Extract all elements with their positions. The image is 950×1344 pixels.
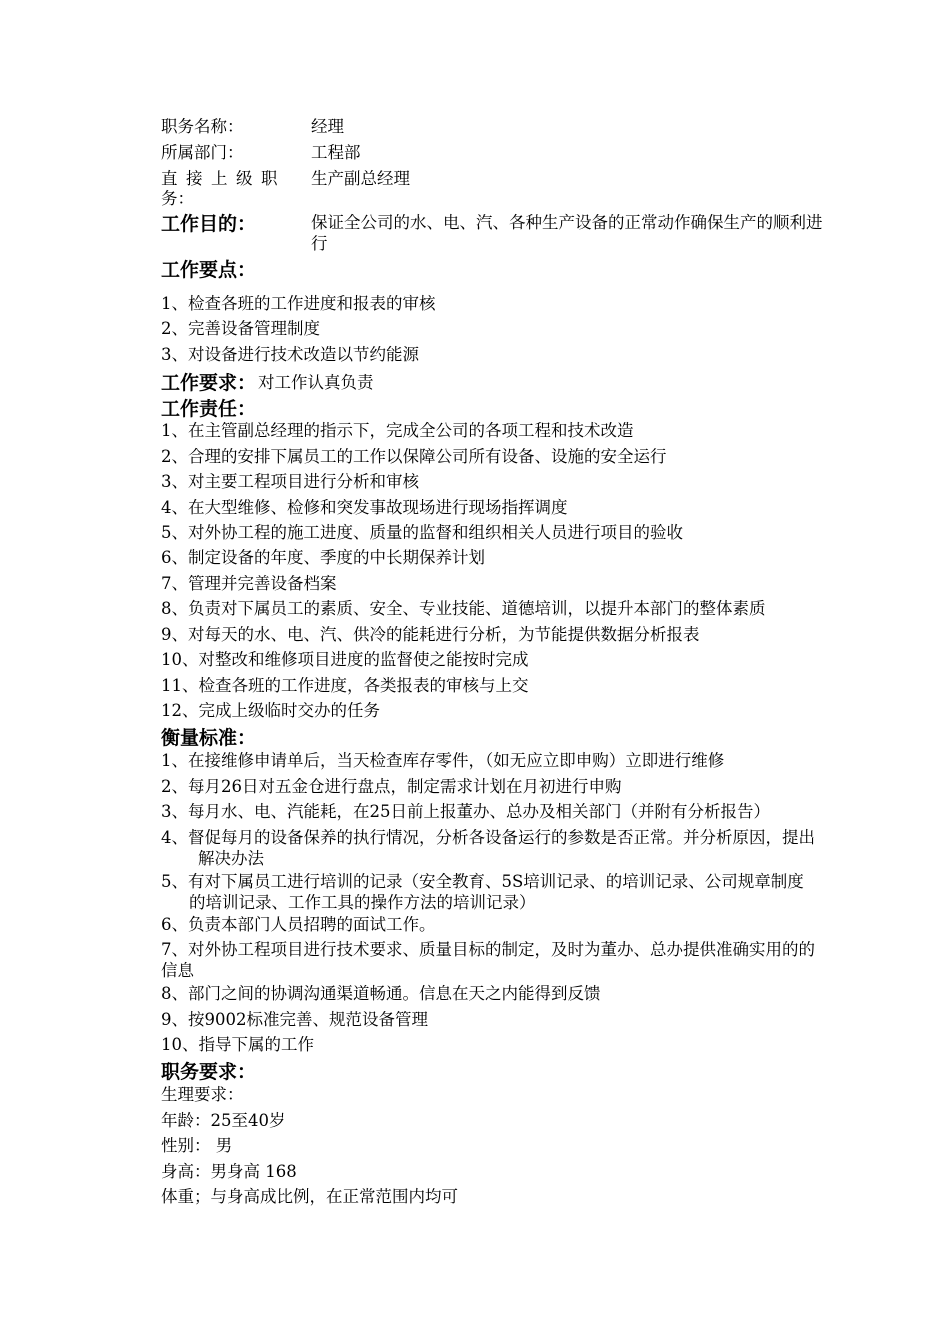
list-item: 7、管理并完善设备档案 (161, 574, 337, 593)
list-item: 1、检查各班的工作进度和报表的审核 (161, 294, 436, 313)
purpose-line2: 行 (311, 234, 328, 253)
key-points-heading: 工作要点： (161, 259, 257, 281)
list-item: 年龄：25至40岁 (161, 1111, 286, 1130)
list-item: 4、在大型维修、检修和突发事故现场进行现场指挥调度 (161, 498, 568, 517)
list-item: 5、有对下属员工进行培训的记录（安全教育、5S培训记录、的培训记录、公司规章制度 (161, 872, 804, 891)
list-item: 4、督促每月的设备保养的执行情况，分析各设备运行的参数是否正常。并分析原因，提出 (161, 828, 815, 847)
supervisor-label-line1: 直接上级职 (161, 169, 286, 188)
list-item: 10、对整改和维修项目进度的监督使之能按时完成 (161, 650, 529, 669)
list-item: 10、指导下属的工作 (161, 1035, 314, 1054)
purpose-line1: 保证全公司的水、电、汽、各种生产设备的正常动作确保生产的顺利进 (311, 213, 823, 232)
responsibilities-heading: 工作责任： (161, 398, 257, 420)
list-item: 1、在主管副总经理的指示下，完成全公司的各项工程和技术改造 (161, 421, 634, 440)
dept-label: 所属部门： (161, 143, 244, 162)
list-item: 6、负责本部门人员招聘的面试工作。 (161, 915, 436, 934)
requirements-text: 对工作认真负责 (258, 373, 374, 392)
position-value: 经理 (311, 117, 344, 136)
list-item: 9、按9002标准完善、规范设备管理 (161, 1010, 428, 1029)
list-item: 2、合理的安排下属员工的工作以保障公司所有设备、设施的安全运行 (161, 447, 667, 466)
list-item: 性别： 男 (161, 1136, 233, 1155)
list-item: 7、对外协工程项目进行技术要求、质量目标的制定，及时为董办、总办提供准确实用的的 (161, 940, 815, 959)
list-item-continuation: 的培训记录、工作工具的操作方法的培训记录） (189, 893, 536, 912)
list-item: 3、对设备进行技术改造以节约能源 (161, 345, 419, 364)
list-item: 体重；与身高成比例，在正常范围内均可 (161, 1187, 458, 1206)
list-item: 11、检查各班的工作进度，各类报表的审核与上交 (161, 676, 529, 695)
standards-heading: 衡量标准： (161, 727, 257, 749)
list-item: 9、对每天的水、电、汽、供冷的能耗进行分析，为节能提供数据分析报表 (161, 625, 700, 644)
position-label: 职务名称： (161, 117, 244, 136)
list-item: 3、每月水、电、汽能耗，在25日前上报董办、总办及相关部门（并附有分析报告） (161, 802, 770, 821)
list-item: 生理要求： (161, 1085, 244, 1104)
supervisor-label-line2: 务： (161, 189, 194, 208)
list-item: 3、对主要工程项目进行分析和审核 (161, 472, 419, 491)
supervisor-value: 生产副总经理 (311, 169, 410, 188)
requirements-heading: 工作要求： (161, 372, 257, 394)
list-item-continuation: 解决办法 (198, 849, 264, 868)
list-item: 6、制定设备的年度、季度的中长期保养计划 (161, 548, 485, 567)
list-item-continuation: 信息 (161, 961, 194, 980)
list-item: 2、完善设备管理制度 (161, 319, 320, 338)
list-item: 2、每月26日对五金仓进行盘点，制定需求计划在月初进行申购 (161, 777, 622, 796)
list-item: 8、负责对下属员工的素质、安全、专业技能、道德培训，以提升本部门的整体素质 (161, 599, 766, 618)
dept-value: 工程部 (311, 143, 361, 162)
list-item: 5、对外协工程的施工进度、质量的监督和组织相关人员进行项目的验收 (161, 523, 683, 542)
list-item: 1、在接维修申请单后，当天检查库存零件，（如无应立即申购）立即进行维修 (161, 751, 725, 770)
list-item: 身高：男身高 168 (161, 1162, 297, 1181)
purpose-heading: 工作目的： (161, 213, 257, 235)
list-item: 12、完成上级临时交办的任务 (161, 701, 380, 720)
list-item: 8、部门之间的协调沟通渠道畅通。信息在天之内能得到反馈 (161, 984, 601, 1003)
job-requirements-heading: 职务要求： (161, 1061, 257, 1083)
